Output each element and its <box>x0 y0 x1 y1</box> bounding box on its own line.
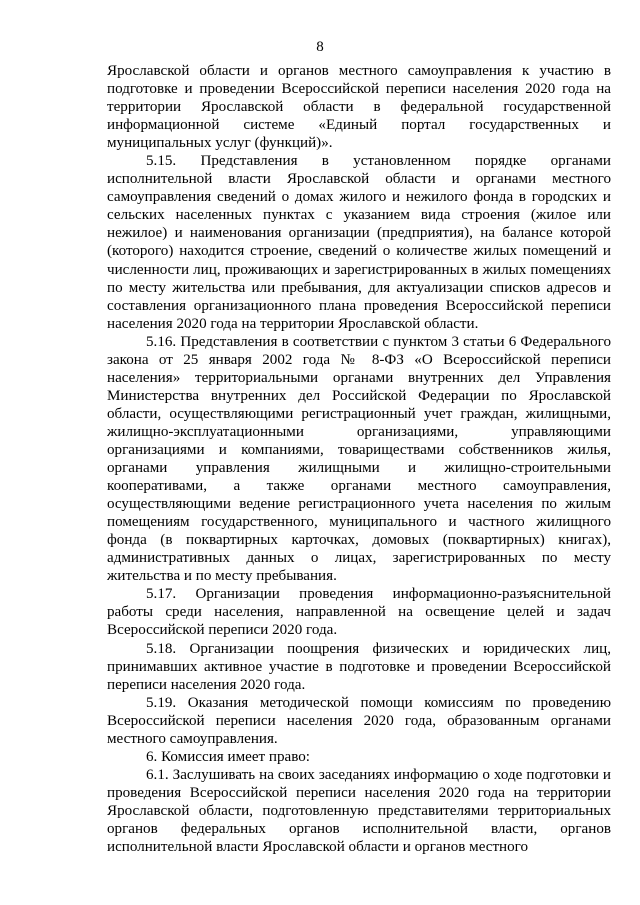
paragraph-6: 6. Комиссия имеет право: <box>146 748 310 765</box>
document-body <box>107 62 611 856</box>
page-number: 8 <box>316 39 324 55</box>
paragraph-5-16: 5.16. Представления в соответствии с пунктом 3 статьи 6 Федерального закона от 25 января 2002 года № 8-ФЗ «О Всероссийской переписи населения» территориальными органами внутренних дел Управления Министерства внутренних дел Российской Федерации по Ярославской области, осуществляющими регистрационный учет граждан, жилищными, жилищно-эксплуатационными организациями, управляющими организациями и компаниями, товариществами собственников жилья, органами управления жилищными и жилищно-строительными кооперативами, а также органами местного самоуправления, осуществляющими ведение регистрационного учета населения по жилым помещениям государственного, муниципального и частного жилищного фонда (в поквартирных карточках, домовых (поквартирных) книгах), административных данных о лицах, зарегистрированных по месту жительства и по месту пребывания. <box>107 333 611 585</box>
paragraph-5-15: 5.15. Представления в установленном порядке органами исполнительной власти Ярославской области и органами местного самоуправления сведений о домах жилого и нежилого фонда в городских и сельских населенных пунктах с указанием вида строения (жилое или нежилое) и наименования организации (предприятия), на балансе которой (которого) находится строение, сведений о количестве жилых помещений и численности лиц, проживающих и зарегистрированных в жилых помещениях по месту жительства или пребывания, для актуализации списков адресов и составления организационного плана проведения Всероссийской переписи населения 2020 года на территории Ярославской области. <box>107 153 611 332</box>
paragraph-6-1: 6.1. Заслушивать на своих заседаниях информацию о ходе подготовки и проведения Всероссийской переписи населения 2020 года на территории Ярославской области, подготовленную представителями территориальных органов федеральных органов исполнительной власти, органов исполнительной власти Ярославской области и органов местного <box>107 766 611 856</box>
paragraph-5-17: 5.17. Организации проведения информационно-разъяснительной работы среди населения, направленной на освещение целей и задач Всероссийской переписи 2020 года. <box>107 586 611 639</box>
paragraph-5-18: 5.18. Организации поощрения физических и юридических лиц, принимавших активное участие в подготовке и проведении Всероссийской переписи населения 2020 года. <box>107 640 611 693</box>
paragraph-5-19: 5.19. Оказания методической помощи комиссиям по проведению Всероссийской переписи населения 2020 года, образованным органами местного самоуправления. <box>107 694 611 747</box>
paragraph-5-14-continuation: Ярославской области и органов местного самоуправления к участию в подготовке и проведении Всероссийской переписи населения 2020 года на территории Ярославской области в федеральной государственной информационной системе «Единый портал государственных и муниципальных услуг (функций)». <box>107 63 611 152</box>
